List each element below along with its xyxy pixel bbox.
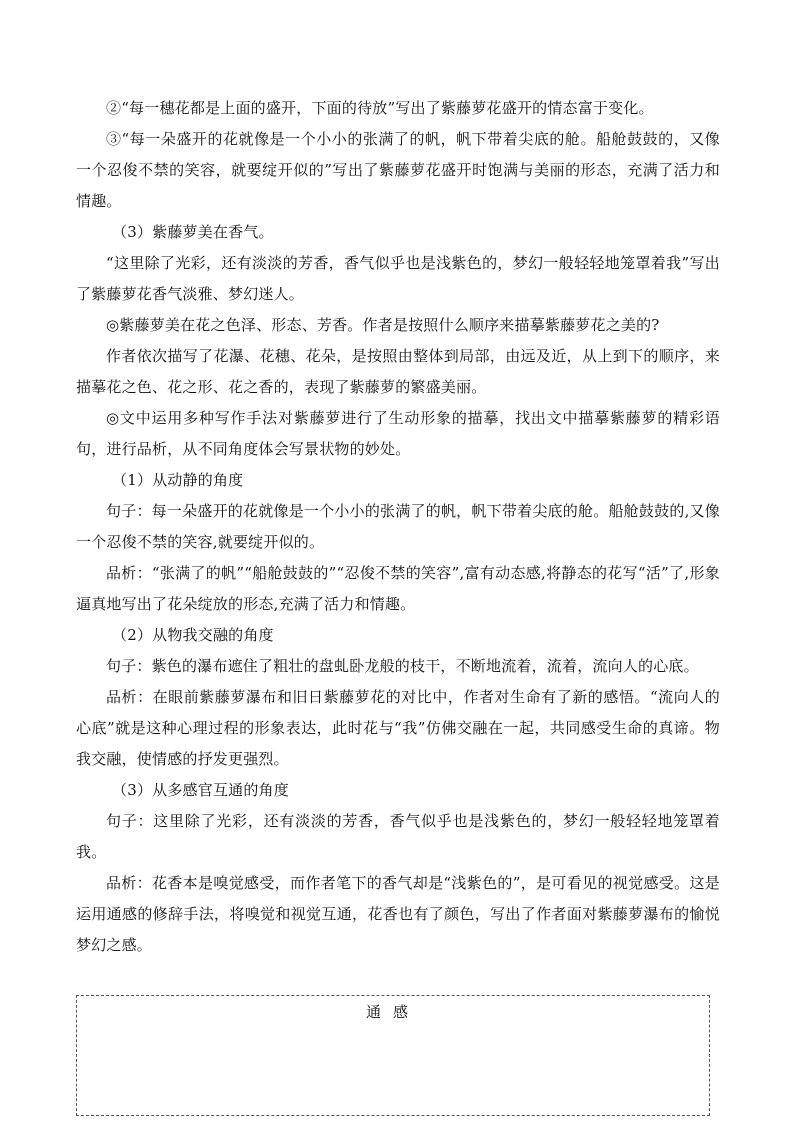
section-heading: （2）从物我交融的角度 <box>112 626 274 644</box>
analysis-paragraph: 品析：“张满了的帆”“船舱鼓鼓的”“忍俊不禁的笑容”,富有动态感,将静态的花写“活”了,形象逼真地写出了花朵绽放的形态,充满了活力和情趣。 <box>76 564 720 613</box>
sentence-paragraph: 句子：这里除了光彩，还有淡淡的芳香，香气似乎也是浅紫色的，梦幻一般轻轻地笼罩着我。 <box>76 812 720 861</box>
question-paragraph: ◎文中运用多种写作手法对紫藤萝进行了生动形象的描摹，找出文中描摹紫藤萝的精彩语句，进行品析，从不同角度体会写景状物的妙处。 <box>76 409 720 458</box>
note-box <box>76 995 710 1116</box>
analysis-paragraph: 品析：花香本是嗅觉感受，而作者笔下的香气却是“浅紫色的”，是可看见的视觉感受。这是运用通感的修辞手法，将嗅觉和视觉互通，花香也有了颜色，写出了作者面对紫藤萝瀑布的愉悦梦幻之感。 <box>76 874 720 954</box>
section-heading: （1）从动静的角度 <box>112 471 244 489</box>
question-paragraph: ◎紫藤萝美在花之色泽、形态、芳香。作者是按照什么顺序来描摹紫藤萝花之美的? <box>106 316 660 334</box>
document-body <box>76 93 720 961</box>
sentence-paragraph: 句子：紫色的瀑布遮住了粗壮的盘虬卧龙般的枝干，不断地流着，流着，流向人的心底。 <box>106 657 699 675</box>
paragraph: ②“每一穗花都是上面的盛开，下面的待放”写出了紫藤萝花盛开的情态富于变化。 <box>106 99 654 117</box>
paragraph: “这里除了光彩，还有淡淡的芳香，香气似乎也是浅紫色的，梦幻一般轻轻地笼罩着我”写出了紫藤萝花香气淡雅、梦幻迷人。 <box>76 254 720 303</box>
section-heading: （3）从多感官互通的角度 <box>112 781 289 799</box>
answer-paragraph: 作者依次描写了花瀑、花穗、花朵，是按照由整体到局部，由远及近，从上到下的顺序，来描摹花之色、花之形、花之香的，表现了紫藤萝的繁盛美丽。 <box>76 347 720 396</box>
analysis-paragraph: 品析：在眼前紫藤萝瀑布和旧日紫藤萝花的对比中，作者对生命有了新的感悟。“流向人的心底”就是这种心理过程的形象表达，此时花与“我”仿佛交融在一起，共同感受生命的真谛。物我交融，使情感的抒发更强烈。 <box>76 688 720 768</box>
section-heading: （3）紫藤萝美在香气。 <box>112 223 274 241</box>
paragraph: ③“每一朵盛开的花就像是一个小小的张满了的帆，帆下带着尖底的舱。船舱鼓鼓的，又像一个忍俊不禁的笑容，就要绽开似的”写出了紫藤萝花盛开时饱满与美丽的形态，充满了活力和情趣。 <box>76 130 720 210</box>
note-box-title: 通感 <box>365 1003 420 1021</box>
sentence-paragraph: 句子：每一朵盛开的花就像是一个小小的张满了的帆，帆下带着尖底的舱。船舱鼓鼓的,又像一个忍俊不禁的笑容,就要绽开似的。 <box>76 502 720 551</box>
